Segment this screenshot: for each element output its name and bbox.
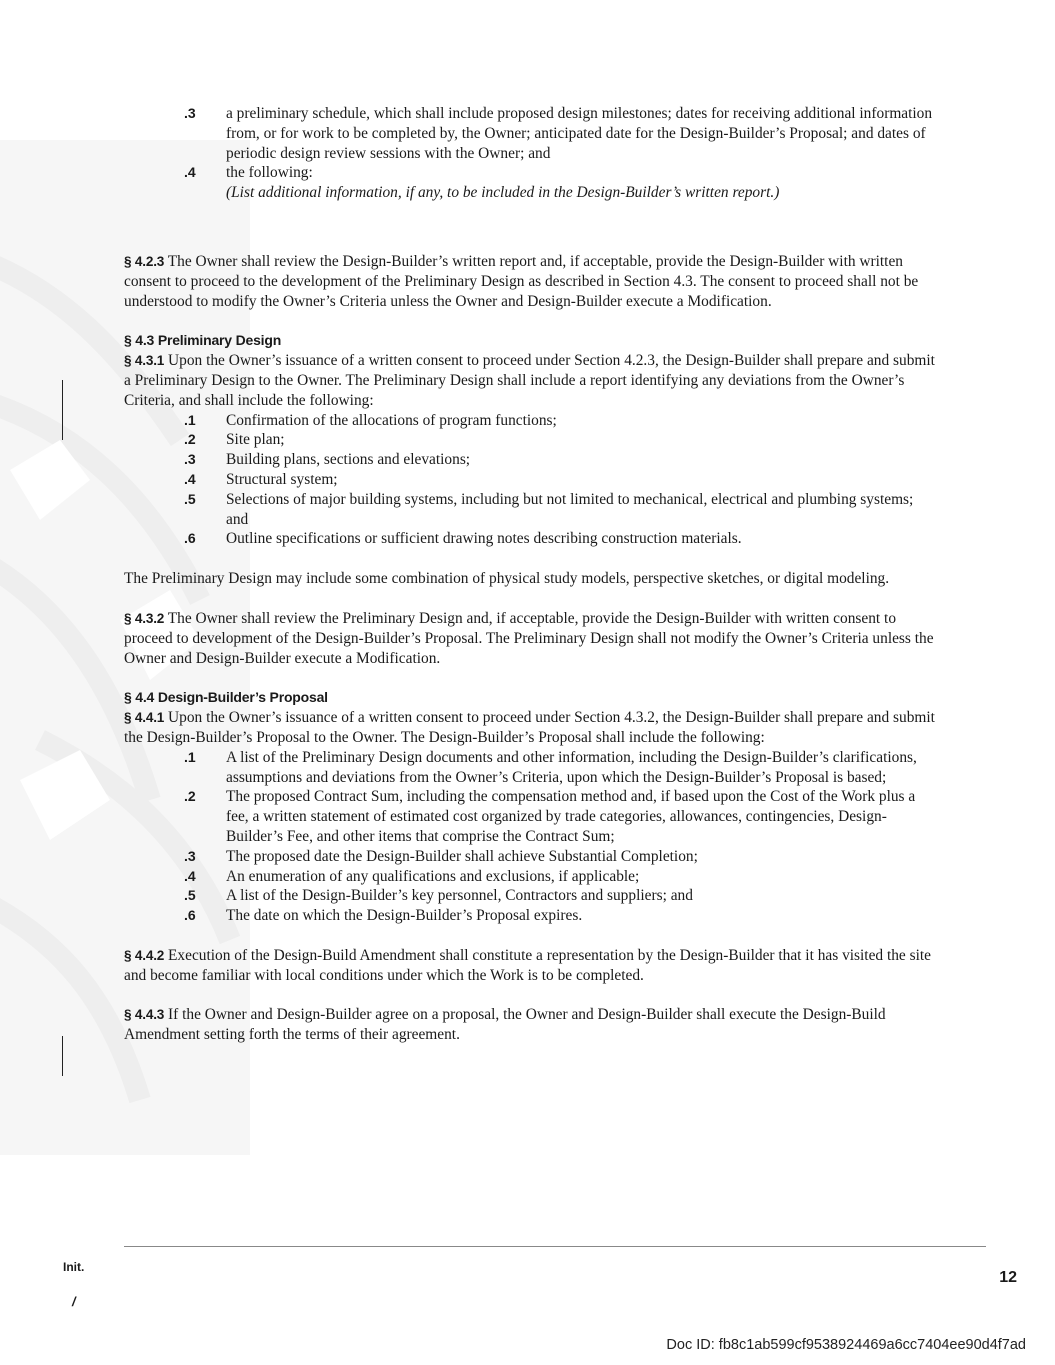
section-label: § 4.3.1 [124, 353, 165, 369]
list-item [124, 867, 939, 887]
list-item [124, 529, 939, 549]
item-number: .1 [184, 748, 196, 765]
section-4-4-1 [124, 708, 939, 748]
list-item [124, 748, 939, 788]
list-item [124, 886, 939, 906]
item-number: .3 [184, 847, 196, 864]
section-heading: § 4.4 Design-Builder’s Proposal [124, 689, 328, 706]
page-number: 12 [999, 1269, 1017, 1286]
item-number: .5 [184, 887, 196, 904]
item-text: Site plan; [226, 431, 285, 449]
item-text: Structural system; [226, 470, 338, 488]
section-text: Execution of the Design-Build Amendment shall constitute a representation by the Design-Builder that it has visited the site and become familiar with local conditions under which the Work is to be completed. [124, 946, 931, 984]
item-text: a preliminary schedule, which shall include proposed design milestones; dates for receiving additional information from, or for work to be completed by, the Owner; anticipated date for the Design-Builder’s Proposal; and dates of periodic design review sessions with the Owner; and [226, 105, 933, 162]
item-number: .3 [184, 105, 196, 121]
section-4-3-2 [124, 609, 939, 668]
list-item [124, 411, 939, 431]
revision-bar [62, 1036, 63, 1076]
item-text: Building plans, sections and elevations; [226, 451, 471, 469]
doc-id: Doc ID: fb8c1ab599cf9538924469a6cc7404ee90d4f7ad [666, 1337, 1026, 1353]
item-number: .2 [184, 788, 196, 805]
item-text: A list of the Preliminary Design documents and other information, including the Design-Builder’s clarifications, assumptions and deviations from the Owner’s Criteria, upon which the Design-Builder’s Proposal is based; [226, 748, 917, 786]
section-label: § 4.4.2 [124, 947, 165, 963]
initials-label: Init. [63, 1260, 85, 1274]
list-item [124, 490, 939, 530]
list-item [124, 163, 939, 203]
item-number: .2 [184, 431, 196, 448]
item-text: An enumeration of any qualifications and exclusions, if applicable; [226, 867, 640, 885]
list-item [124, 430, 939, 450]
item-number: .1 [184, 411, 196, 428]
section-heading: § 4.3 Preliminary Design [124, 332, 282, 349]
item-note: (List additional information, if any, to be included in the Design-Builder’s written report.) [226, 184, 780, 202]
item-number: .3 [184, 451, 196, 468]
list-item [124, 847, 939, 867]
item-number: .4 [184, 470, 196, 487]
item-number: .4 [184, 867, 196, 884]
item-text: Selections of major building systems, including but not limited to mechanical, electrical and plumbing systems; and [226, 490, 914, 528]
revision-bar [62, 380, 63, 440]
section-4-4-2 [124, 946, 939, 986]
item-text: Outline specifications or sufficient drawing notes describing construction materials. [226, 530, 742, 548]
section-label: § 4.2.3 [124, 253, 165, 269]
section-text: If the Owner and Design-Builder agree on a proposal, the Owner and Design-Builder shall execute the Design-Build Amendment setting forth the terms of their agreement. [124, 1006, 886, 1044]
item-text: The date on which the Design-Builder’s Proposal expires. [226, 907, 583, 925]
section-label: § 4.3.2 [124, 610, 165, 626]
initials-slash: / [72, 1294, 76, 1309]
paragraph: The Preliminary Design may include some combination of physical study models, perspective sketches, or digital modeling. [124, 570, 890, 588]
item-text: the following: [226, 164, 313, 182]
section-4-2-3 [124, 252, 939, 311]
section-text: Upon the Owner’s issuance of a written consent to proceed under Section 4.2.3, the Design-Builder shall prepare and submit a Preliminary Design to the Owner. The Preliminary Design shall include a report identifying any deviations from the Owner’s Criteria, and shall include the following: [124, 352, 935, 409]
item-number: .6 [184, 907, 196, 924]
item-number: .5 [184, 490, 196, 507]
item-number: .4 [184, 164, 196, 181]
section-4-4-3 [124, 1005, 939, 1045]
item-text: The proposed date the Design-Builder shall achieve Substantial Completion; [226, 847, 698, 865]
item-text: A list of the Design-Builder’s key personnel, Contractors and suppliers; and [226, 887, 693, 905]
section-4-3-1 [124, 351, 939, 410]
list-item [124, 906, 939, 926]
item-text: Confirmation of the allocations of program functions; [226, 411, 557, 429]
item-text: The proposed Contract Sum, including the compensation method and, if based upon the Cost of the Work plus a fee, a written statement of estimated cost organized by trade categories, allowances, contingencies, Design-Builder’s Fee, and other items that comprise the Contract Sum; [226, 788, 916, 845]
list-item [124, 450, 939, 470]
document-body [124, 104, 939, 1045]
list-item [124, 470, 939, 490]
section-text: The Owner shall review the Preliminary Design and, if acceptable, provide the Design-Builder with written consent to proceed to development of the Design-Builder’s Proposal. The Preliminary Design shall not modify the Owner’s Criteria unless the Owner and Design-Builder execute a Modification. [124, 609, 934, 667]
section-label: § 4.4.3 [124, 1007, 165, 1023]
list-item [124, 104, 939, 163]
list-item [124, 787, 939, 846]
section-text: Upon the Owner’s issuance of a written consent to proceed under Section 4.3.2, the Design-Builder shall prepare and submit the Design-Builder’s Proposal to the Owner. The Design-Builder’s Proposal shall include the following: [124, 709, 935, 746]
footer-divider [124, 1246, 986, 1247]
section-label: § 4.4.1 [124, 710, 165, 726]
section-text: The Owner shall review the Design-Builder’s written report and, if acceptable, provide the Design-Builder with written consent to proceed to the development of the Preliminary Design as described in Section 4.3. The consent to proceed shall not be understood to modify the Owner’s Criteria unless the Owner and Design-Builder execute a Modification. [124, 252, 919, 310]
item-number: .6 [184, 530, 196, 547]
